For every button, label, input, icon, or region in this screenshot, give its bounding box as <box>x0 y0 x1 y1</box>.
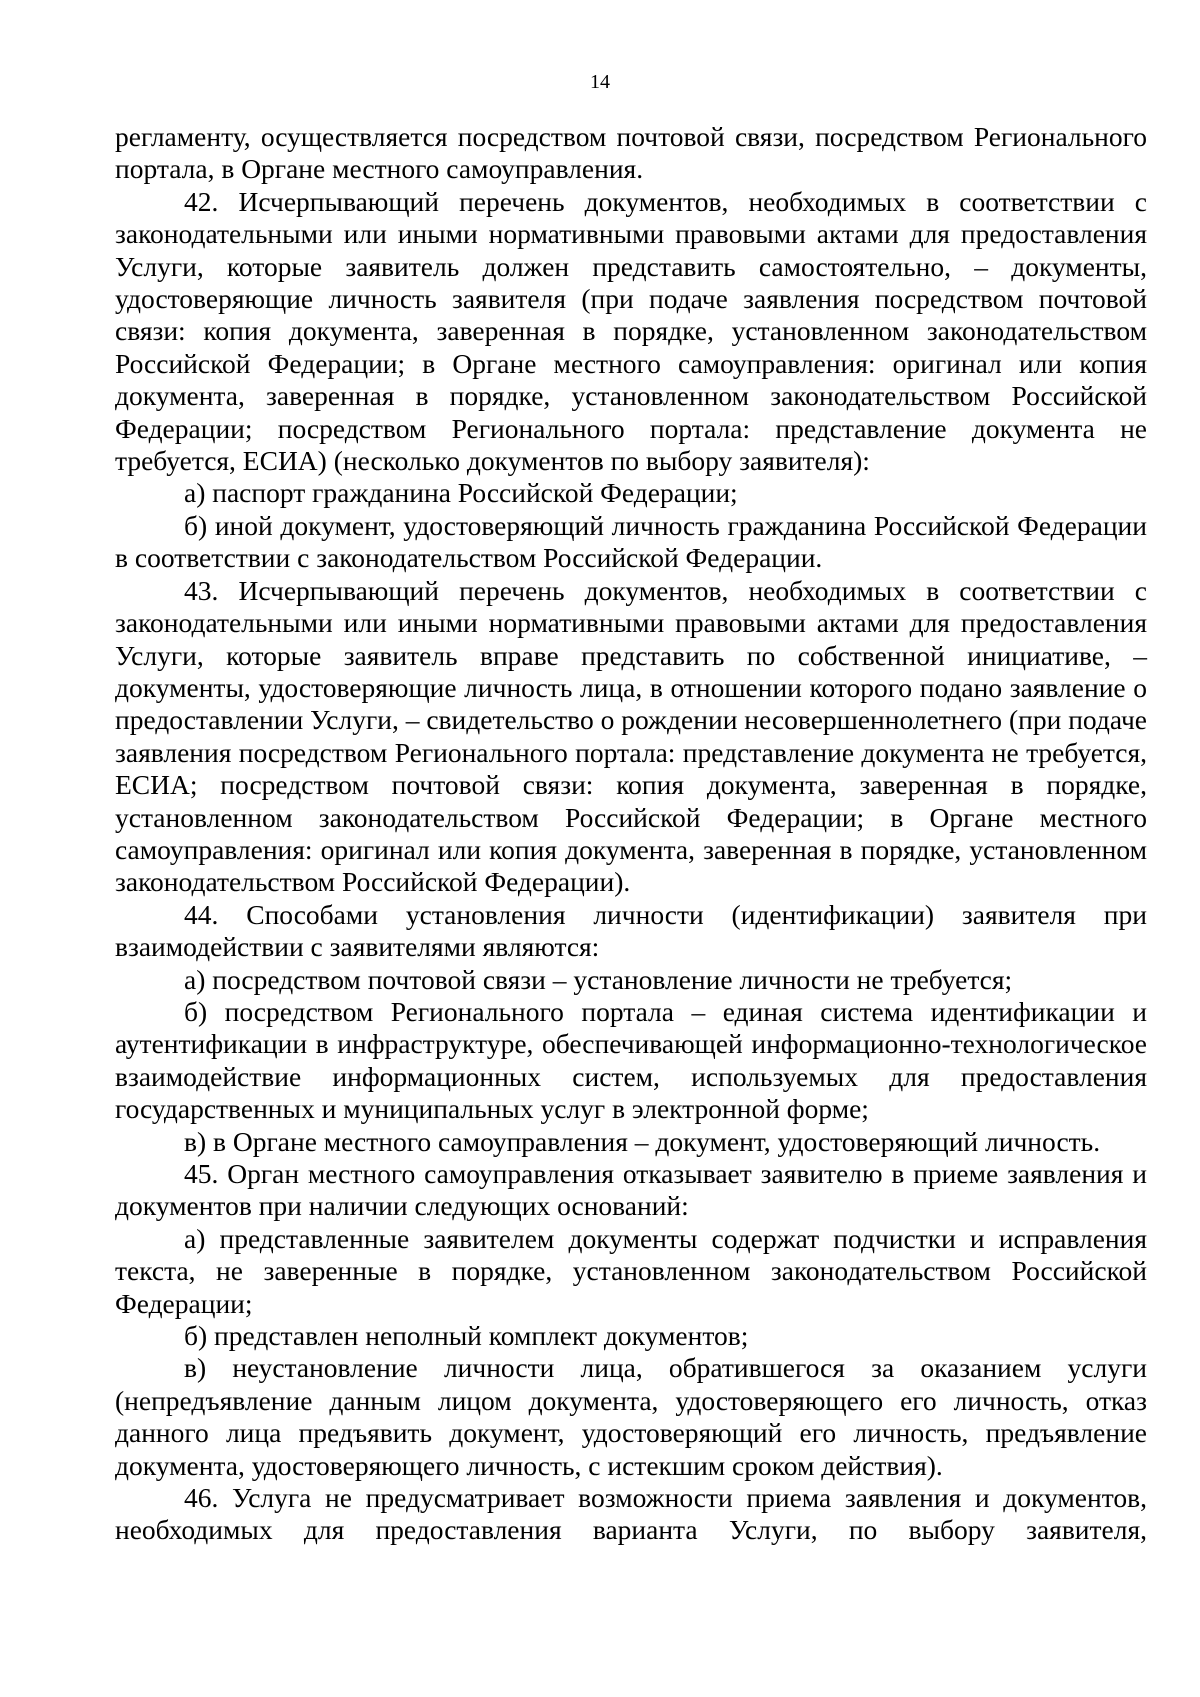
paragraph-44: 44. Способами установления личности (идентификации) заявителя при взаимодействии с заявителями являются: <box>115 898 1147 963</box>
paragraph-42-a: а) паспорт гражданина Российской Федерации; <box>184 477 738 509</box>
paragraph-42-b: б) иной документ, удостоверяющий личность гражданина Российской Федерации в соответствии с законодательством Российской Федерации. <box>115 509 1147 574</box>
paragraph-45-a: а) представленные заявителем документы содержат подчистки и исправления текста, не заверенные в порядке, установленном законодательством Российской Федерации; <box>115 1222 1147 1319</box>
paragraph-44-b: б) посредством Регионального портала – единая система идентификации и аутентификации в инфраструктуре, обеспечивающей информационно-технологическое взаимодействие информационных систем, используемых для предоставления государственных и муниципальных услуг в электронной форме; <box>115 995 1147 1125</box>
paragraph-46: 46. Услуга не предусматривает возможности приема заявления и документов, необходимых для предоставления варианта Услуги, по выбору заявителя, <box>115 1482 1147 1546</box>
paragraph-continuation: регламенту, осуществляется посредством почтовой связи, посредством Регионального портала, в Органе местного самоуправления. <box>115 121 1147 185</box>
paragraph-42: 42. Исчерпывающий перечень документов, необходимых в соответствии с законодательными или иными нормативными правовыми актами для предоставления Услуги, которые заявитель должен представить самостоятельно, – документы, удостоверяющие личность заявителя (при подаче заявления посредством почтовой связи: копия документа, заверенная в порядке, установленном законодательством Российской Федерации; в Органе местного самоуправления: оригинал или копия документа, заверенная в порядке, установленном законодательством Российской Федерации; посредством Регионального портала: представление документа не требуется, ЕСИА) (несколько документов по выбору заявителя): <box>115 185 1147 477</box>
paragraph-45-b: б) представлен неполный комплект документов; <box>184 1320 749 1352</box>
paragraph-44-a: а) посредством почтовой связи – установление личности не требуется; <box>184 963 1013 995</box>
page-number: 14 <box>590 71 610 93</box>
paragraph-45: 45. Орган местного самоуправления отказывает заявителю в приеме заявления и документов при наличии следующих оснований: <box>115 1158 1147 1222</box>
paragraph-44-c: в) в Органе местного самоуправления – документ, удостоверяющий личность. <box>184 1125 1101 1157</box>
paragraph-45-c: в) неустановление личности лица, обратившегося за оказанием услуги (непредъявление данным лицом документа, удостоверяющего его личность, отказ данного лица предъявить документ, удостоверяющий его личность, предъявление документа, удостоверяющего личность, с истекшим сроком действия). <box>115 1352 1147 1481</box>
document-body <box>115 121 1147 1547</box>
paragraph-43: 43. Исчерпывающий перечень документов, необходимых в соответствии с законодательными или иными нормативными правовыми актами для предоставления Услуги, которые заявитель вправе представить по собственной инициативе, – документы, удостоверяющие личность лица, в отношении которого подано заявление о предоставлении Услуги, – свидетельство о рождении несовершеннолетнего (при подаче заявления посредством Регионального портала: представление документа не требуется, ЕСИА; посредством почтовой связи: копия документа, заверенная в порядке, установленном законодательством Российской Федерации; в Органе местного самоуправления: оригинал или копия документа, заверенная в порядке, установленном законодательством Российской Федерации). <box>115 574 1147 898</box>
